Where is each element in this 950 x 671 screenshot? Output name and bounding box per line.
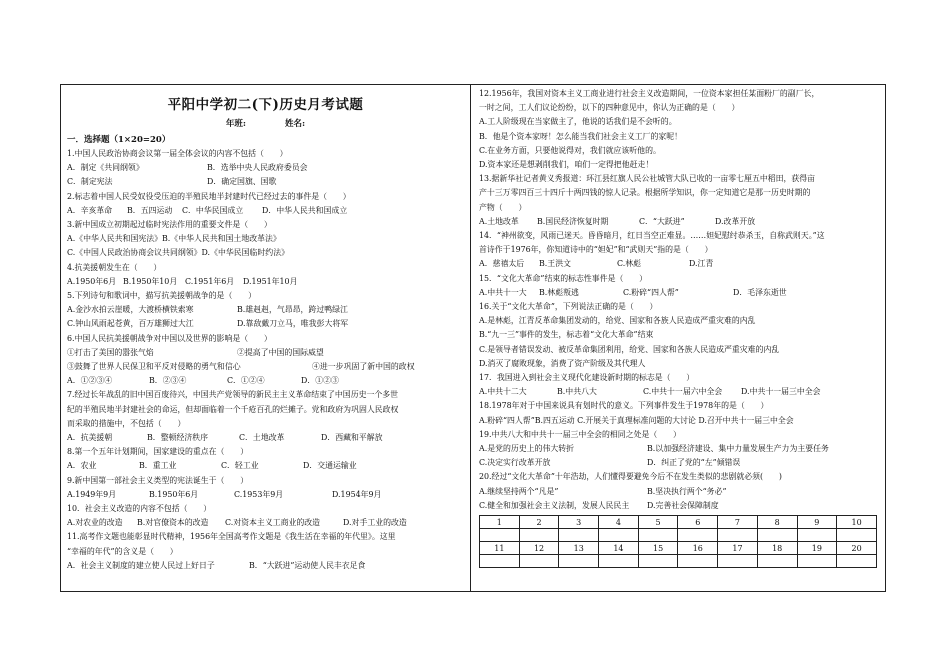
answer-blank-row	[480, 529, 877, 542]
option[interactable]: B.林彪叛逃	[539, 287, 579, 297]
options-line	[67, 175, 464, 189]
answer-number-cell: 16	[678, 542, 718, 555]
option[interactable]: C.粉碎“四人帮”	[623, 287, 679, 297]
question-line: 6.中国人民抗美援朝战争对中国以及世界的影响是（ ）	[67, 333, 272, 343]
option[interactable]: D.1951年10月	[243, 276, 298, 286]
question-line: 12.1956年，我国对资本主义工商业进行社会主义改造期间，一位资本家担任某面粉厂的副厂长，	[479, 89, 820, 98]
option[interactable]: C．土地改革	[239, 433, 285, 443]
question-line: C.《中国人民政治协商会议共同纲领》D.《中华民国临时约法》	[67, 248, 289, 258]
answer-input-cell[interactable]	[480, 529, 520, 542]
options-line	[67, 374, 464, 388]
answer-number-cell: 7	[718, 516, 758, 529]
answer-number-cell: 9	[797, 516, 837, 529]
option[interactable]: B.以加强经济建设、集中力量发展生产力为主要任务	[647, 444, 829, 454]
student-info	[67, 117, 464, 129]
option[interactable]: C．“大跃进”	[639, 216, 685, 226]
question-line: C.是领导者错误发动、被反革命集团利用，给党、国家和各族人民造成严重灾难的内乱	[479, 344, 780, 354]
option[interactable]: A．抗美援朝	[67, 433, 113, 443]
page-title: 平阳中学初二(下)历史月考试题	[167, 97, 364, 113]
option[interactable]: A.对农业的改造	[67, 518, 123, 528]
answer-input-cell[interactable]	[837, 555, 877, 568]
option[interactable]: A.中共十一大	[479, 287, 527, 297]
question-line: 10．社会主义改造的内容不包括（ ）	[67, 504, 212, 514]
option[interactable]: D.中共十一届三中全会	[741, 387, 821, 397]
answer-input-cell[interactable]	[519, 555, 559, 568]
answer-input-cell[interactable]	[599, 555, 639, 568]
answer-number-cell: 10	[837, 516, 877, 529]
option[interactable]: B．重工业	[139, 461, 177, 471]
answer-input-cell[interactable]	[638, 555, 678, 568]
answer-input-cell[interactable]	[559, 555, 599, 568]
options-line	[67, 275, 464, 289]
question-line: 5.下列诗句和歌词中，描写抗美援朝战争的是（ ）	[67, 291, 257, 301]
question-line: 4.抗美援朝发生在（ ）	[67, 262, 162, 272]
option[interactable]: B.对官僚资本的改造	[137, 518, 209, 528]
options-line	[479, 485, 879, 499]
question-line: 18.1978年对于中国来说具有划时代的意义。下列事件发生于1978年的是（ ）	[479, 401, 769, 411]
question-line: 1.中国人民政治协商会议第一届全体会议的内容不包括（ ）	[67, 149, 288, 158]
question-line: 20.经过“文化大革命”十年浩劫，人们懂得要避免今后不在发生类似的悲剧就必须( )	[479, 472, 782, 482]
option[interactable]: D．中华人民共和国成立	[262, 205, 348, 215]
option[interactable]: C.1951年6月	[185, 276, 235, 286]
option[interactable]: D．纠正了党的“左”倾错误	[647, 458, 741, 468]
options-line	[479, 456, 879, 470]
option[interactable]: A．①②③④	[67, 376, 113, 386]
option[interactable]: C.1953年9月	[234, 489, 284, 499]
question-line: B.“九一三”事件的发生，标志着“文化大革命”结束	[479, 330, 654, 340]
question-line: C.在业务方面，只要他说得对，我们就应该听他的。	[479, 145, 661, 155]
options-line	[67, 360, 464, 374]
question-line: A.粉碎“四人帮”B.四五运动 C.开展关于真理标准问题的大讨论 D.召开中共十一届三中全会	[479, 415, 794, 425]
option[interactable]: A．社会主义制度的建立使人民过上好日子	[67, 560, 215, 570]
option[interactable]: A.是党的历史上的伟大转折	[479, 444, 575, 454]
question-line: 13.据新华社记者黄义秀报道：环江县红旗人民公社城管大队已收的一亩零七厘五中稻田，获得亩	[479, 174, 816, 184]
answer-table	[479, 515, 877, 568]
option[interactable]: B．五四运动	[127, 205, 173, 215]
option[interactable]: D.江青	[689, 259, 714, 269]
option[interactable]: C．制定宪法	[67, 177, 113, 187]
option[interactable]: D.靠敌戴刀立马，唯我彭大将军	[237, 319, 349, 329]
option[interactable]: B．“大跃进”运动使人民丰衣足食	[249, 560, 366, 570]
question-line: 首诗作于1976年，你知道诗中的“妲妃”和“武则天”指的是（ ）	[479, 245, 713, 255]
answer-input-cell[interactable]	[757, 555, 797, 568]
option[interactable]: B.雄赳赳，气昂昂，跨过鸭绿江	[237, 305, 348, 315]
question-line: A.是林彪，江青反革命集团发动的，给党、国家和各族人民造成严重灾难的内乱	[479, 316, 756, 326]
options-line	[67, 161, 464, 175]
option[interactable]: D．毛泽东逝世	[733, 287, 787, 297]
name-label: 姓名:	[284, 119, 306, 129]
question-line: 7.经过长年战乱的旧中国百废待兴，中国共产党领导的新民主主义革命结束了中国历史一个多世	[67, 390, 399, 400]
option[interactable]: D．西藏和平解放	[321, 433, 383, 443]
option[interactable]: B.坚决执行两个“务必”	[647, 486, 727, 496]
options-line	[67, 317, 464, 331]
options-line	[67, 431, 464, 445]
question-line: 产物（ ）	[479, 202, 527, 212]
option[interactable]: B．②③④	[149, 376, 187, 386]
option[interactable]: A.金沙水拍云崖暖，大渡桥横铁索寒	[67, 305, 194, 315]
question-line: 17．我国进入到社会主义现代化建设新时期的标志是（ ）	[479, 373, 695, 383]
option[interactable]: A．制定《共同纲领》	[67, 163, 144, 173]
options-line	[479, 499, 879, 513]
answer-number-cell: 12	[519, 542, 559, 555]
options-line	[479, 442, 879, 456]
options-line	[479, 215, 879, 229]
exam-sheet	[60, 84, 886, 592]
question-line: A.《中华人民共和国宪法》B.《中华人民共和国土地改革法》	[67, 234, 281, 244]
question-line: D.资本家还是想剥削我们，咱们一定得把他赶走！	[479, 160, 654, 170]
answer-number-row	[480, 542, 877, 555]
question-line: B．他是个资本家呀！怎么能当我们社会主义工厂的家呢！	[479, 131, 683, 141]
answer-number-cell: 1	[480, 516, 520, 529]
class-label: 年班:	[225, 119, 247, 129]
question-line: 一时之间，工人们议论纷纷，以下的四种意见中，你认为正确的是（ ）	[479, 103, 740, 113]
options-line	[67, 204, 464, 218]
answer-blank-row	[480, 555, 877, 568]
answer-number-row	[480, 516, 877, 529]
question-line: 19.中共八大和中共十一届三中全会的相同之处是（ ）	[479, 429, 681, 439]
answer-input-cell[interactable]	[757, 529, 797, 542]
option[interactable]: B.1950年10月	[123, 276, 178, 286]
options-line	[67, 303, 464, 317]
question-line: 3.新中国成立初期起过临时宪法作用的重要文件是（ ）	[67, 220, 272, 230]
question-line: 产十三万零四百三十四斤十两四钱的惊人记录。根据所学知识，你一定知道它是那一历史时期的	[479, 188, 811, 198]
question-line: 而采取的措施中，不包括（ ）	[67, 418, 186, 428]
answer-input-cell[interactable]	[559, 529, 599, 542]
answer-number-cell: 4	[599, 516, 639, 529]
option[interactable]: A.1949年9月	[67, 489, 117, 499]
option[interactable]: ③鼓舞了世界人民保卫和平反对侵略的勇气和信心	[67, 362, 241, 372]
right-questions	[479, 87, 879, 513]
option[interactable]: D.1954年9月	[332, 489, 382, 499]
answer-input-cell[interactable]	[797, 555, 837, 568]
answer-number-cell: 11	[480, 542, 520, 555]
option[interactable]: A.1950年6月	[67, 276, 117, 286]
answer-number-cell: 6	[678, 516, 718, 529]
option[interactable]: D.改革开放	[715, 216, 756, 226]
answer-number-cell: 5	[638, 516, 678, 529]
question-line: 8.第一个五年计划期间，国家建设的重点在（ ）	[67, 447, 249, 457]
left-column	[61, 85, 471, 591]
answer-input-cell[interactable]	[718, 555, 758, 568]
options-line	[67, 346, 464, 360]
options-line	[67, 459, 464, 473]
question-line: 纪的半殖民地半封建社会的命运，但却面临着一个千疮百孔的烂摊子。党和政府为巩固人民政权	[67, 404, 399, 414]
option[interactable]: D.完善社会保障制度	[647, 500, 719, 510]
answer-number-cell: 19	[797, 542, 837, 555]
answer-input-cell[interactable]	[519, 529, 559, 542]
option[interactable]: A．慈禧太后	[479, 259, 525, 269]
answer-input-cell[interactable]	[678, 529, 718, 542]
option[interactable]: ①打击了美国的嚣张气焰	[67, 347, 154, 357]
option[interactable]: ②提高了中国的国际威望	[237, 347, 324, 357]
answer-number-cell: 8	[757, 516, 797, 529]
option[interactable]: B.王洪文	[539, 259, 571, 269]
option[interactable]: B．选举中央人民政府委员会	[207, 163, 308, 173]
option[interactable]: C.林彪	[617, 259, 642, 269]
answer-input-cell[interactable]	[837, 529, 877, 542]
option[interactable]: A.中共十二大	[479, 387, 527, 397]
option[interactable]: C．轻工业	[221, 461, 259, 471]
option[interactable]: C.健全和加强社会主义法制，发展人民民主	[479, 500, 630, 510]
question-line: 9.新中国第一部社会主义类型的宪法诞生于（ ）	[67, 475, 249, 485]
answer-number-cell: 3	[559, 516, 599, 529]
option[interactable]: A.继续坚持两个“凡是”	[479, 486, 559, 496]
option[interactable]: D．①②③	[301, 376, 339, 386]
answer-input-cell[interactable]	[480, 555, 520, 568]
options-line	[67, 559, 464, 573]
option[interactable]: D.对手工业的改造	[343, 518, 407, 528]
answer-number-cell: 15	[638, 542, 678, 555]
option[interactable]: C.钟山风雨起苍黄，百万雄狮过大江	[67, 319, 194, 329]
option[interactable]: A.土地改革	[479, 216, 519, 226]
option[interactable]: A．辛亥革命	[67, 205, 113, 215]
answer-number-cell: 18	[757, 542, 797, 555]
options-line	[67, 516, 464, 530]
option[interactable]: ④进一步巩固了新中国的政权	[312, 362, 415, 372]
question-line: 14．“神州欲变，风雨已迷天。昏昏暗月，红日当空正难显。……妲妃慰纣恭杀玉，自称武则天。”这	[479, 231, 825, 241]
option[interactable]: B.国民经济恢复时期	[537, 216, 609, 226]
option[interactable]: B.中共八大	[557, 387, 597, 397]
question-line: “幸福的年代”的含义是（ ）	[67, 546, 178, 556]
answer-input-cell[interactable]	[678, 555, 718, 568]
option[interactable]: A．农业	[67, 461, 97, 471]
question-line: D.消灭了腐败现象，消费了资产阶级及其代理人	[479, 358, 646, 368]
question-line: 15．“文化大革命”结束的标志性事件是（ ）	[479, 273, 648, 283]
question-line: 2.标志着中国人民受奴役受压迫的半殖民地半封建时代已经过去的事件是（ ）	[67, 191, 351, 201]
answer-number-cell: 14	[599, 542, 639, 555]
options-line	[479, 257, 879, 271]
question-line: 11.高考作文题也能彰显时代精神，1956年全国高考作文题是《我生活在幸福的年代里》。这里	[67, 532, 396, 542]
answer-number-cell: 2	[519, 516, 559, 529]
options-line	[479, 385, 879, 399]
answer-input-cell[interactable]	[599, 529, 639, 542]
option[interactable]: D．确定国旗、国歌	[207, 177, 277, 187]
option[interactable]: B．整顿经济秩序	[147, 433, 209, 443]
question-line: 16.关于“文化大革命”，下列说法正确的是（ ）	[479, 302, 658, 312]
section-heading: 一．选择题（1×20=20）	[67, 135, 171, 145]
answer-input-cell[interactable]	[797, 529, 837, 542]
option[interactable]: B.1950年6月	[149, 489, 199, 499]
answer-input-cell[interactable]	[638, 529, 678, 542]
right-column	[471, 85, 885, 591]
option[interactable]: D．交通运输业	[303, 461, 357, 471]
question-line: A.工人阶级现在当家做主了，他说的话我们是不会听的。	[479, 117, 677, 127]
option[interactable]: C.对资本主义工商业的改造	[225, 518, 321, 528]
option[interactable]: C．中华民国成立	[182, 205, 244, 215]
answer-number-cell: 17	[718, 542, 758, 555]
answer-input-cell[interactable]	[718, 529, 758, 542]
options-line	[67, 488, 464, 502]
left-questions	[67, 147, 464, 573]
answer-number-cell: 20	[837, 542, 877, 555]
options-line	[479, 286, 879, 300]
option[interactable]: C.中共十一届六中全会	[643, 387, 723, 397]
option[interactable]: C．①②④	[227, 376, 265, 386]
option[interactable]: C.决定实行改革开放	[479, 458, 551, 468]
answer-number-cell: 13	[559, 542, 599, 555]
